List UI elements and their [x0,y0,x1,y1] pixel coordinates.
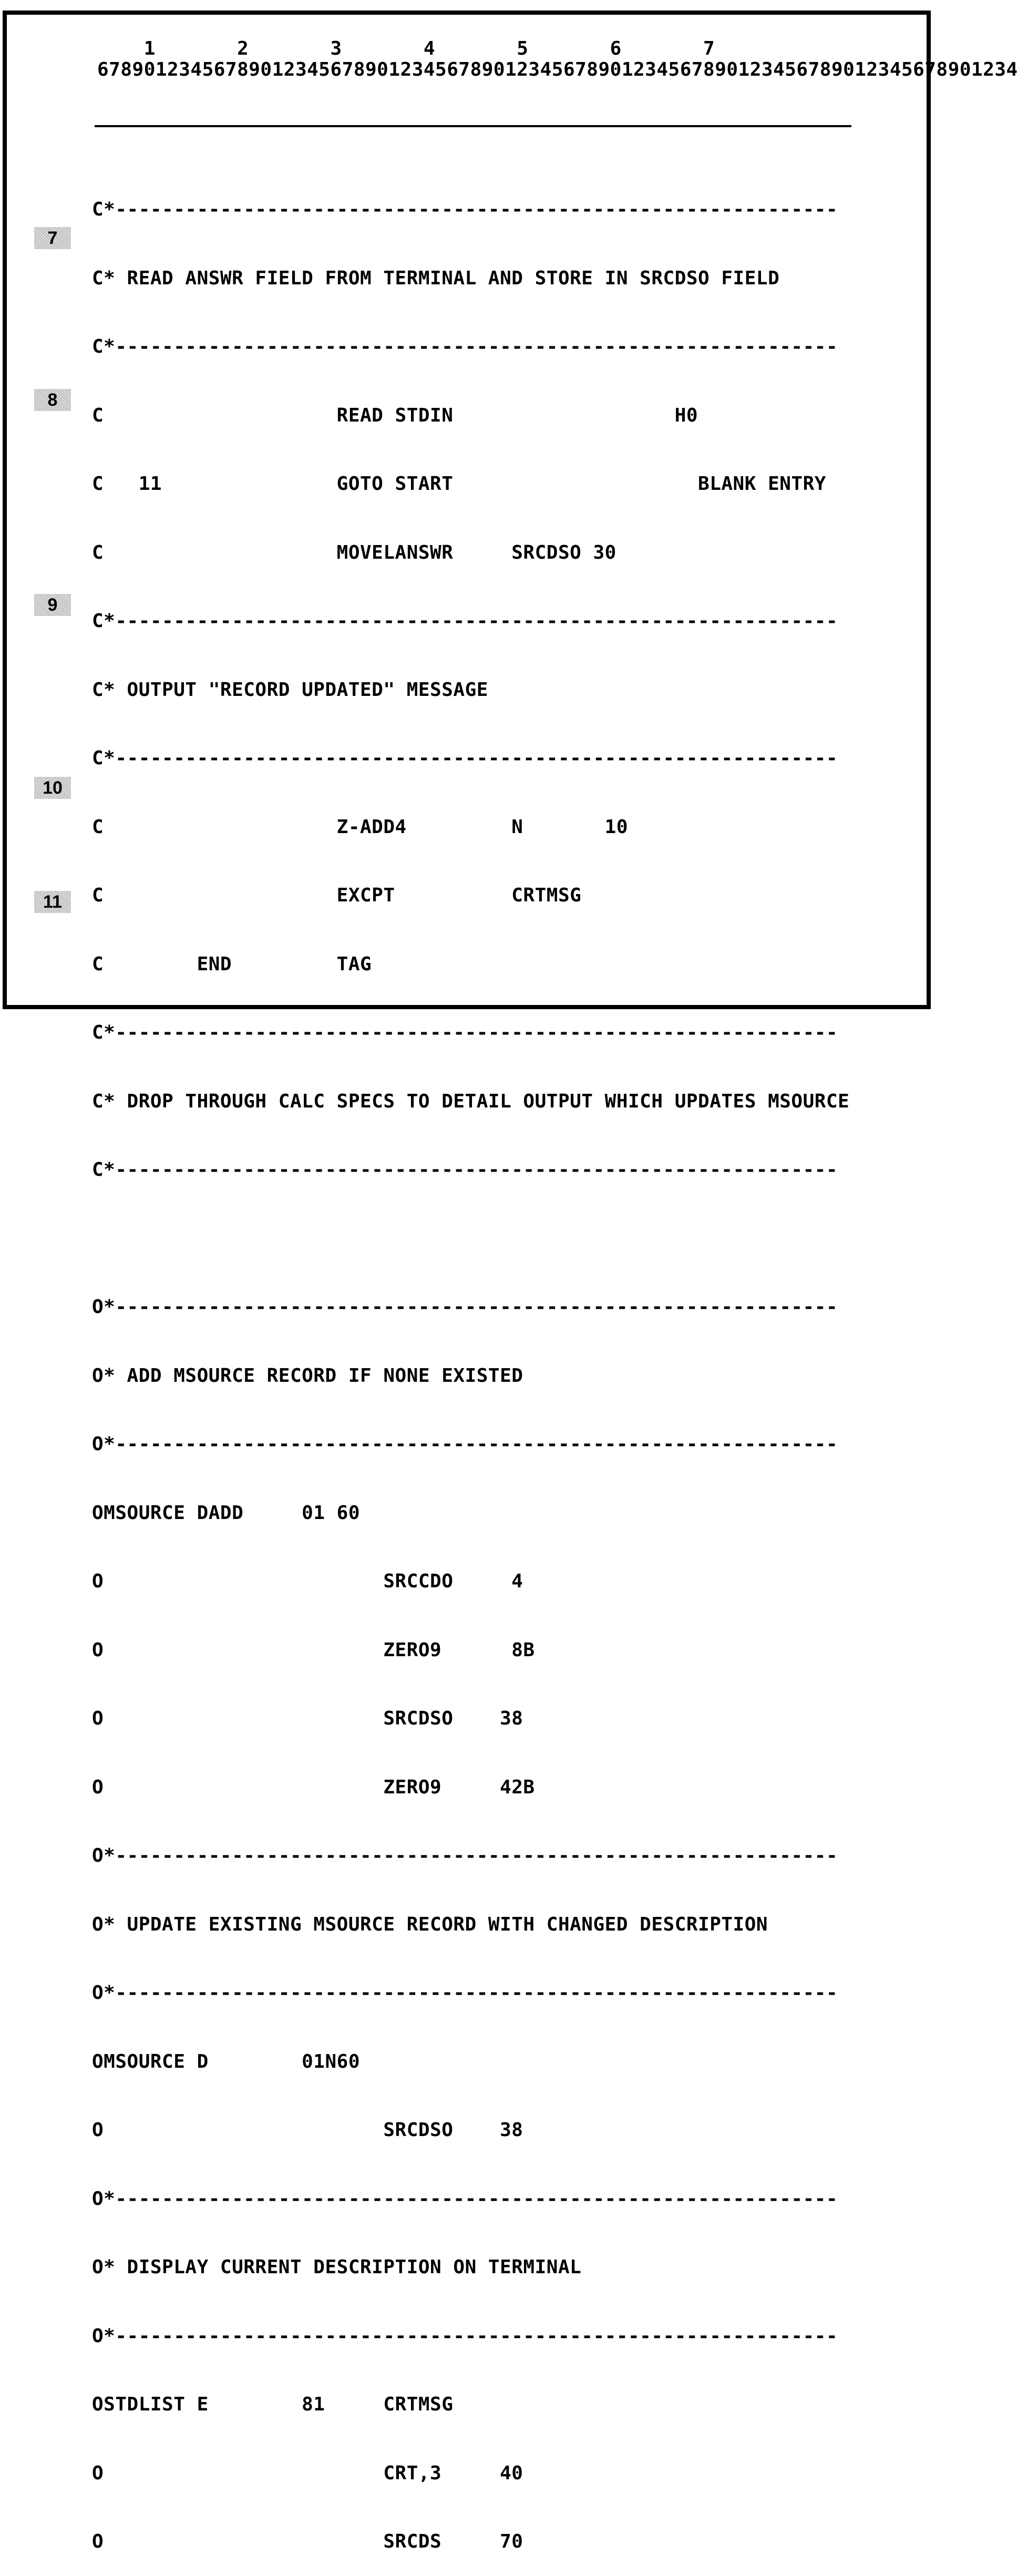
code-line: C READ STDIN H0 [92,404,698,426]
column-ruler-numbers: 1 2 3 4 5 6 7 [97,38,715,59]
code-line: O* DISPLAY CURRENT DESCRIPTION ON TERMINAL [92,2256,582,2278]
code-line: O* UPDATE EXISTING MSOURCE RECORD WITH CHANGED DESCRIPTION [92,1913,768,1935]
code-line: C*-------------------------------------------------------------- [92,1022,838,1043]
code-line: O*-------------------------------------------------------------- [92,1433,838,1455]
step-marker-10: 10 [34,777,71,799]
code-line: O ZERO9 8B [92,1639,535,1661]
code-line: O*-------------------------------------------------------------- [92,1296,838,1318]
code-line: C Z-ADD4 N 10 [92,816,628,838]
step-marker-11: 11 [34,891,71,913]
code-line: C*-------------------------------------------------------------- [92,1159,838,1181]
code-line: O ZERO9 42B [92,1776,535,1798]
code-line: C* OUTPUT "RECORD UPDATED" MESSAGE [92,679,488,701]
column-ruler-digits: 6789012345678901234567890123456789012345678901234567890123456789012345678901234 [97,59,1018,80]
code-line: OSTDLIST E 81 CRTMSG [92,2394,454,2415]
code-line: O*-------------------------------------------------------------- [92,2188,838,2210]
code-line: C*-------------------------------------------------------------- [92,610,838,632]
code-line: O*-------------------------------------------------------------- [92,1982,838,2004]
code-line: C EXCPT CRTMSG [92,885,582,906]
code-line: O*-------------------------------------------------------------- [92,1845,838,1866]
code-line: C*-------------------------------------------------------------- [92,747,838,769]
code-line: O SRCDSO 38 [92,1708,523,1729]
code-line: C MOVELANSWR SRCDSO 30 [92,541,616,563]
source-code-listing [92,152,849,2576]
code-line: O CRT,3 40 [92,2462,523,2484]
code-line: C* READ ANSWR FIELD FROM TERMINAL AND STORE IN SRCDSO FIELD [92,267,780,289]
code-line: C 11 GOTO START BLANK ENTRY [92,473,826,495]
code-line: OMSOURCE DADD 01 60 [92,1502,360,1524]
code-line [92,1227,849,1250]
code-line: OMSOURCE D 01N60 [92,2050,360,2072]
step-marker-7: 7 [34,227,71,249]
code-line: C* DROP THROUGH CALC SPECS TO DETAIL OUTPUT WHICH UPDATES MSOURCE [92,1090,850,1112]
code-line: O*-------------------------------------------------------------- [92,2325,838,2347]
code-line: O SRCDS 70 [92,2531,523,2552]
code-line: O SRCDSO 38 [92,2119,523,2141]
ruler-divider [95,125,851,127]
code-line: O* ADD MSOURCE RECORD IF NONE EXISTED [92,1364,523,1387]
code-line: C*-------------------------------------------------------------- [92,199,838,220]
code-line: C*-------------------------------------------------------------- [92,336,838,357]
code-line: C END TAG [92,953,372,975]
code-line: O SRCCDO 4 [92,1571,523,1592]
step-marker-8: 8 [34,389,71,411]
step-marker-9: 9 [34,594,71,616]
